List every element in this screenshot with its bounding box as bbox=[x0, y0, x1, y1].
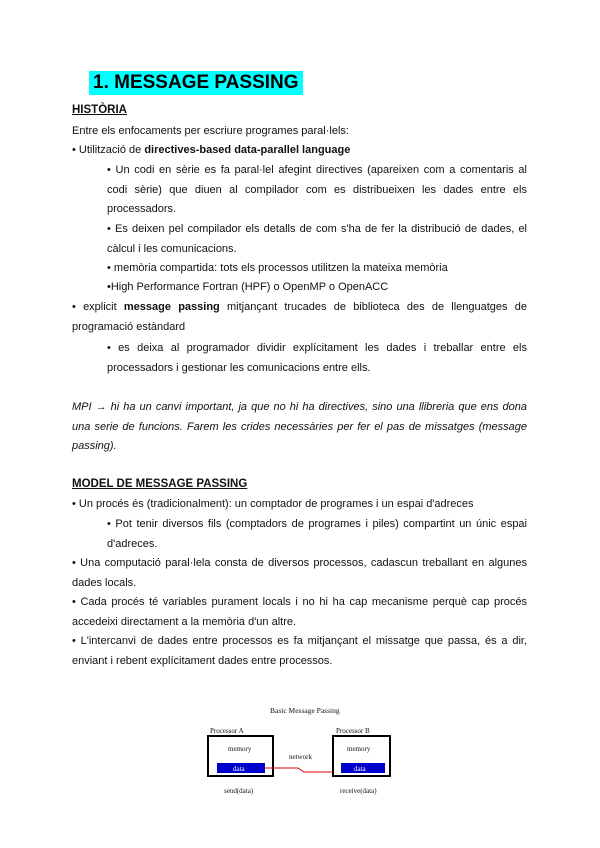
history-sub-programmer: • es deixa al programador dividir explícitament les dades i treballar entre els processadors i gestionar les comunicacions entre ells. bbox=[107, 342, 527, 374]
processor-a-memory-label: memory bbox=[228, 745, 252, 753]
model-parallel-computation: • Una computació paral·lela consta de diversos processos, cadascun treballant en algunes dades locals. bbox=[72, 557, 527, 589]
history-item-directives-prefix: • Utilització de bbox=[72, 144, 145, 156]
network-label: network bbox=[289, 753, 312, 761]
model-data-exchange: • L'intercanvi de dades entre processos es fa mitjançant el missatge que passa, és a dir, enviant i rebent explícitament dades entre processos. bbox=[72, 635, 527, 667]
history-item-directives-bold: directives-based data-parallel language bbox=[144, 144, 351, 156]
message-passing-diagram bbox=[200, 703, 410, 803]
history-item-mp-suffix: mitjançant trucades de biblioteca des de llenguatges de programació estàndard bbox=[72, 301, 527, 333]
receive-label: receive(data) bbox=[340, 787, 377, 795]
history-item-directives bbox=[72, 141, 527, 161]
send-label: send(data) bbox=[224, 787, 254, 795]
history-item-mp-prefix: • explicit bbox=[72, 301, 124, 313]
page-title: 1. MESSAGE PASSING bbox=[89, 71, 303, 95]
processor-a-data-label: data bbox=[233, 765, 245, 773]
model-heading: MODEL DE MESSAGE PASSING bbox=[72, 478, 248, 490]
history-item-message-passing bbox=[72, 298, 527, 337]
network-arrow bbox=[265, 768, 333, 772]
history-sub-hpf: •High Performance Fortran (HPF) o OpenMP o OpenACC bbox=[107, 281, 389, 293]
mpi-note: MPI → hi ha un canvi important, ja que no hi ha directives, sino una llibreria que ens dona una serie de funcions. Farem les crides necessàries per fer el pas de missatges (message passing). bbox=[72, 401, 527, 452]
processor-b-data-label: data bbox=[354, 765, 366, 773]
diagram-title: Basic Message Passing bbox=[270, 706, 340, 715]
history-intro: Entre els enfocaments per escriure programes paral·lels: bbox=[72, 125, 349, 137]
history-sub-directives: • Un codi en sèrie es fa paral·lel afegint directives (apareixen com a comentaris al codi sèrie) que diuen al compilador com es distribueixen les dades entre els processadors. bbox=[107, 164, 527, 215]
history-sub-shared-memory: • memòria compartida: tots els processos utilitzen la mateixa memòria bbox=[107, 262, 448, 274]
processor-b-memory-label: memory bbox=[347, 745, 371, 753]
history-sub-compiler: • Es deixen pel compilador els detalls de com s'ha de fer la distribució de dades, el càlcul i les comunicacions. bbox=[107, 223, 527, 255]
model-process-threads: • Pot tenir diversos fils (comptadors de programes i piles) compartint un únic espai d'adreces. bbox=[107, 518, 527, 550]
history-heading: HISTÒRIA bbox=[72, 104, 127, 116]
model-process: • Un procés és (tradicionalment): un comptador de programes i un espai d'adreces bbox=[72, 498, 474, 510]
processor-a-label: Processor A bbox=[210, 727, 244, 735]
model-local-variables: • Cada procés té variables purament locals i no hi ha cap mecanisme perquè cap procés accedeixi directament a la memòria d'un altre. bbox=[72, 596, 527, 628]
processor-b-label: Processor B bbox=[336, 727, 370, 735]
history-item-mp-bold: message passing bbox=[123, 301, 220, 313]
